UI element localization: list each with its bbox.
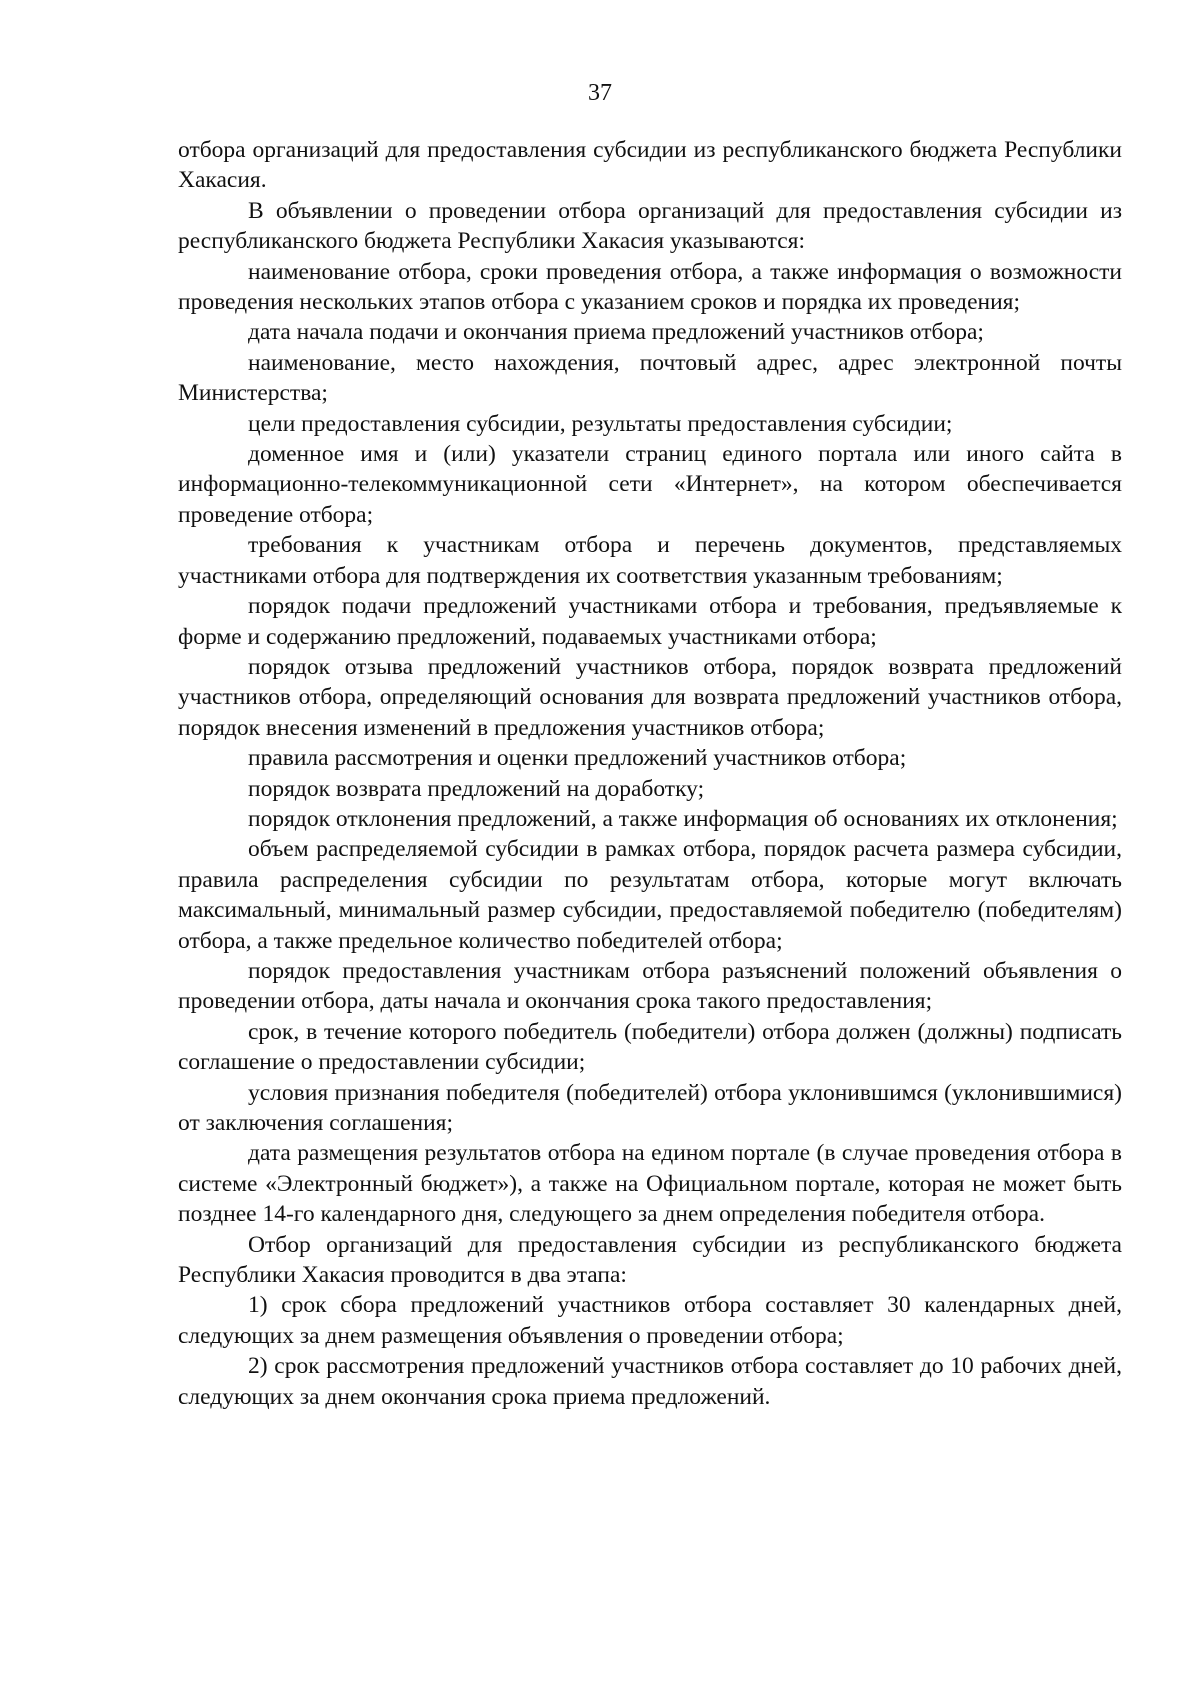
list-item: доменное имя и (или) указатели страниц единого портала или иного сайта в информационно-телекоммуникационной сети «Интернет», на котором обеспечивается проведение отбора; [178,441,1122,528]
list-item: дата размещения результатов отбора на едином портале (в случае проведения отбора в системе «Электронный бюджет»), а также на Официальном портале, которая не может быть позднее 14-го календарного дня, следующего за днем определения победителя отбора. [178,1140,1122,1228]
document-body [178,135,1122,1412]
paragraph: В объявлении о проведении отбора организаций для предоставления субсидии из республиканского бюджета Республики Хакасия указываются: [178,197,1122,255]
paragraph: отбора организаций для предоставления субсидии из республиканского бюджета Республики Хакасия. [178,137,1122,194]
list-item: порядок отклонения предложений, а также информация об основаниях их отклонения; [248,805,1118,832]
list-item: срок, в течение которого победитель (победители) отбора должен (должны) подписать соглашение о предоставлении субсидии; [178,1018,1122,1076]
list-item: порядок отзыва предложений участников отбора, порядок возврата предложений участников отбора, определяющий основания для возврата предложений участников отбора, порядок внесения изменений в предложения участников отбора; [178,653,1122,741]
list-item: порядок предоставления участникам отбора разъяснений положений объявления о проведении отбора, даты начала и окончания срока такого предоставления; [178,957,1122,1015]
list-item: цели предоставления субсидии, результаты предоставления субсидии; [248,410,953,437]
list-item: требования к участникам отбора и перечень документов, представляемых участниками отбора для подтверждения их соответствия указанным требованиям; [178,532,1122,589]
paragraph: Отбор организаций для предоставления субсидии из республиканского бюджета Республики Хакасия проводится в два этапа: [178,1231,1122,1289]
list-item: наименование, место нахождения, почтовый адрес, адрес электронной почты Министерства; [178,349,1122,407]
list-item: наименование отбора, сроки проведения отбора, а также информация о возможности проведения нескольких этапов отбора с указанием сроков и порядка их проведения; [178,258,1122,316]
list-item: объем распределяемой субсидии в рамках отбора, порядок расчета размера субсидии, правила распределения субсидии по результатам отбора, которые могут включать максимальный, минимальный размер субсидии, предоставляемой победителю (победителям) отбора, а также предельное количество победителей отбора; [178,836,1122,954]
list-item: правила рассмотрения и оценки предложений участников отбора; [248,745,907,772]
stage-item: 2) срок рассмотрения предложений участников отбора составляет до 10 рабочих дней, следующих за днем окончания срока приема предложений. [178,1353,1122,1410]
list-item: порядок возврата предложений на доработку; [248,775,705,802]
list-item: дата начала подачи и окончания приема предложений участников отбора; [248,319,984,346]
list-item: условия признания победителя (победителей) отбора уклонившимся (уклонившимися) от заключения соглашения; [178,1079,1122,1136]
stage-item: 1) срок сбора предложений участников отбора составляет 30 календарных дней, следующих за днем размещения объявления о проведении отбора; [178,1292,1122,1349]
page-number: 37 [588,80,612,106]
list-item: порядок подачи предложений участниками отбора и требования, предъявляемые к форме и содержанию предложений, подаваемых участниками отбора; [178,593,1122,650]
